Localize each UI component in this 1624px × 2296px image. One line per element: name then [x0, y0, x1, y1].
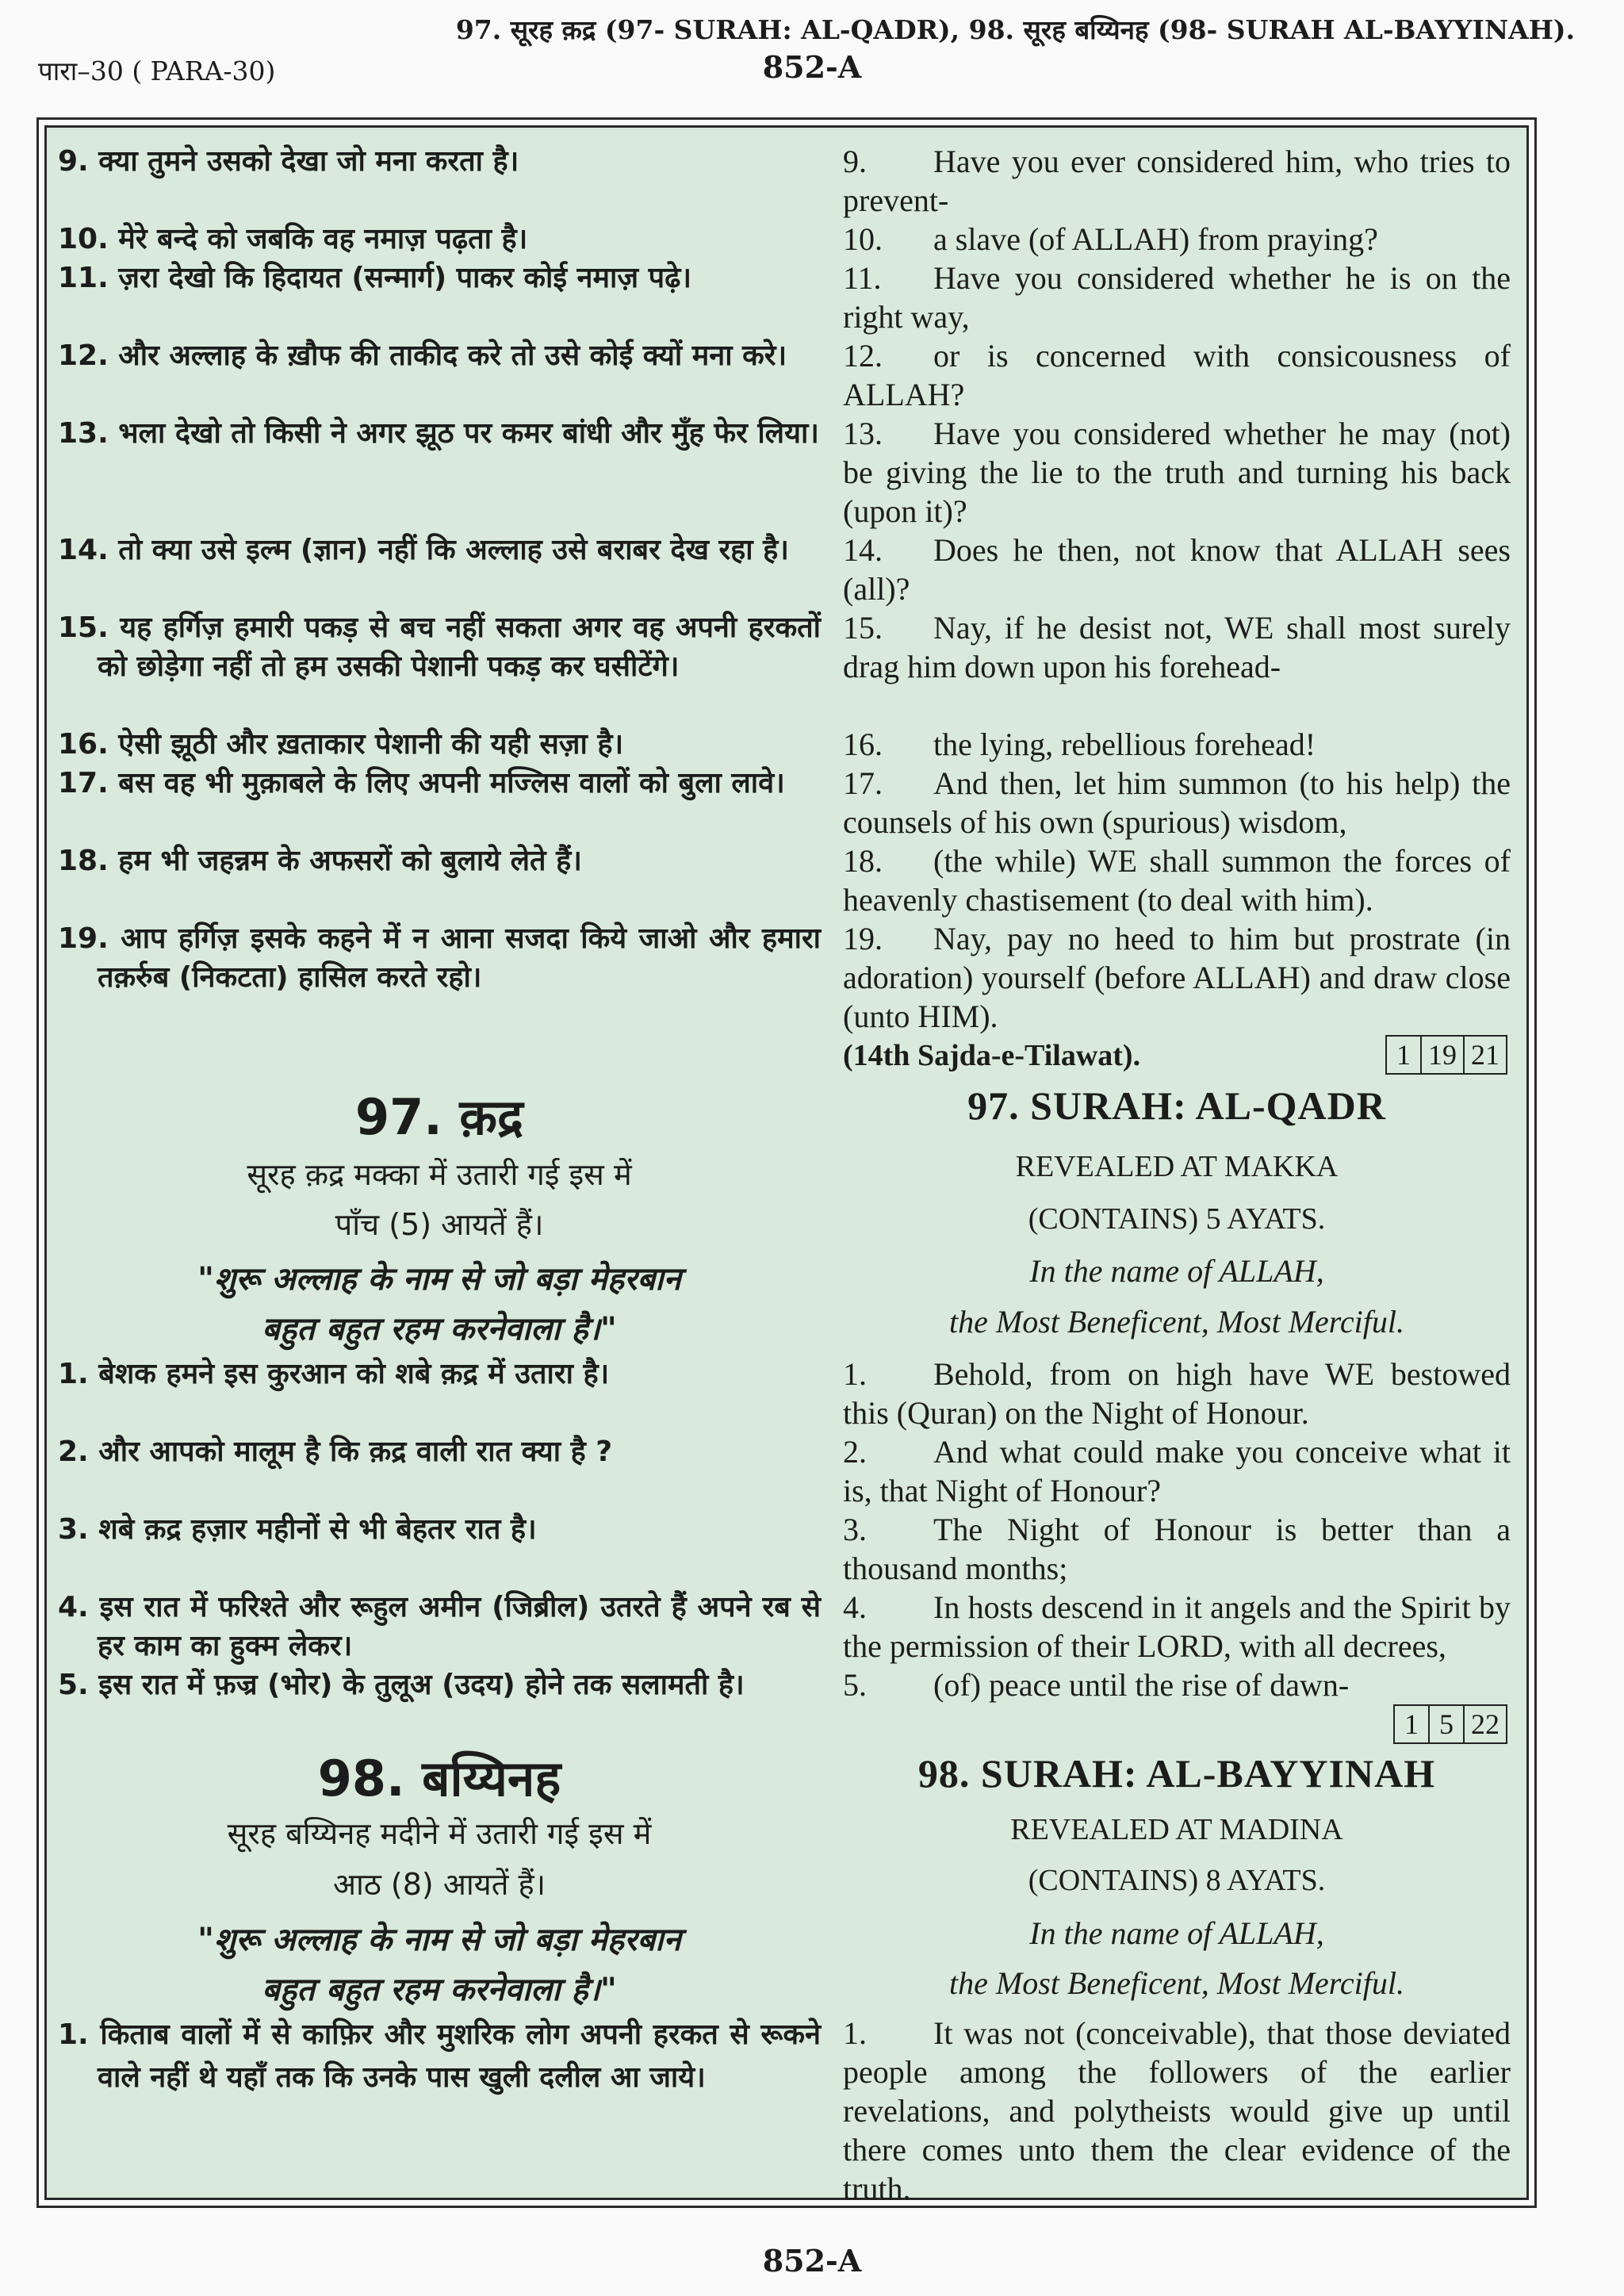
english-verse-19: [843, 919, 1511, 1036]
verse-number: 13.: [843, 416, 883, 451]
english-verse-9: [843, 142, 1511, 220]
running-head: 97. सूरह क़द्र (97- SURAH: AL-QADR), 98. सूरह बय्यिनह (98- SURAH AL-BAYYINAH).: [455, 14, 1575, 45]
english-bayyinah-verse-1: [843, 2014, 1511, 2208]
hindi-surah-97-intro-1: सूरह क़द्र मक्का में उतारी गई इस में: [247, 1157, 632, 1192]
page-number-bottom: 852-A: [762, 2243, 862, 2279]
verse-number: 4.: [843, 1589, 867, 1625]
ruku-cell: 22: [1463, 1706, 1506, 1742]
english-qadr-verse-3: [843, 1510, 1511, 1588]
hindi-surah-98-intro-1: सूरह बय्यिनह मदीने में उतारी गई इस में: [227, 1816, 652, 1851]
english-surah-97-revealed: REVEALED AT MAKKA: [1015, 1150, 1339, 1183]
english-verse-18: [843, 841, 1511, 919]
verse-text: Nay, if he desist not, WE shall most surely drag him down upon his forehead-: [843, 610, 1511, 684]
ruku-cell: 5: [1428, 1706, 1463, 1742]
verse-text: the lying, rebellious forehead!: [933, 726, 1316, 762]
para-label: पारा–30 ( PARA-30): [38, 56, 276, 86]
verse-number: 19.: [843, 921, 883, 956]
verse-text: or is concerned with consicousness of ALLAH?: [843, 338, 1511, 412]
verse-text: And what could make you conceive what it is, that Night of Honour?: [843, 1434, 1511, 1508]
hindi-verse-13: 13. भला देखो तो किसी ने अगर झूठ पर कमर बांधी और मुँह फेर लिया।: [58, 417, 819, 450]
sajda-note: (14th Sajda-e-Tilawat).: [843, 1039, 1141, 1072]
hindi-verse-9: 9. क्या तुमने उसको देखा जो मना करता है।: [58, 145, 519, 178]
hindi-surah-97-title: 97. क़द्र: [355, 1088, 523, 1146]
verse-text: (of) peace until the rise of dawn-: [933, 1667, 1350, 1703]
hindi-qadr-verse-5: 5. इस रात में फ़ज्र (भोर) के तुलूअ (उदय) होने तक सलामती है।: [58, 1669, 745, 1701]
hindi-qadr-verse-4: 4. इस रात में फरिश्ते और रूहुल अमीन (जिब्रील) उतरते हैं अपने रब से हर काम का हुक्म लेकर।: [58, 1591, 821, 1662]
english-surah-98-revealed: REVEALED AT MADINA: [1010, 1813, 1343, 1846]
english-verse-12: [843, 336, 1511, 414]
english-surah-97-title: 97. SURAH: AL-QADR: [967, 1083, 1386, 1128]
english-qadr-verse-4: [843, 1588, 1511, 1665]
verse-number: 3.: [843, 1512, 867, 1547]
hindi-surah-97-intro-2: पाँच (5) आयतें हैं।: [335, 1207, 544, 1242]
verse-number: 17.: [843, 765, 883, 801]
english-surah-98-title: 98. SURAH: AL-BAYYINAH: [917, 1751, 1436, 1796]
ruku-cell: 1: [1404, 1708, 1419, 1740]
verse-number: 1.: [843, 1356, 867, 1392]
hindi-qadr-verse-1: 1. बेशक हमने इस कुरआन को शबे क़द्र में उतारा है।: [58, 1358, 610, 1390]
english-qadr-verse-5: [843, 1665, 1511, 1704]
hindi-bismillah-97-line-1: "शुरू अल्लाह के नाम से जो बड़ा मेहरबान: [197, 1261, 681, 1297]
english-verse-16: [843, 725, 1511, 764]
hindi-bismillah-97-line-2: बहुत बहुत रहम करनेवाला है।": [262, 1311, 617, 1347]
english-bismillah-97-line-2: the Most Beneficent, Most Merciful.: [949, 1304, 1404, 1340]
verse-text: Have you ever considered him, who tries to prevent-: [843, 144, 1511, 218]
hindi-verse-11: 11. ज़रा देखो कि हिदायत (सन्मार्ग) पाकर कोई नमाज़ पढ़े।: [58, 262, 691, 294]
verse-text: a slave (of ALLAH) from praying?: [933, 221, 1378, 257]
page-number-top: 852-A: [762, 49, 862, 85]
english-verse-14: [843, 531, 1511, 608]
ruku-marker-1: [1385, 1035, 1507, 1075]
hindi-verse-18: 18. हम भी जहन्नम के अफसरों को बुलाये लेते हैं।: [58, 845, 582, 877]
hindi-verse-12: 12. और अल्लाह के ख़ौफ की ताकीद करे तो उसे कोई क्यों मना करे।: [58, 339, 787, 372]
page-frame: [36, 117, 1537, 2208]
ruku-marker-2: [1393, 1704, 1507, 1744]
verse-number: 12.: [843, 338, 883, 374]
verse-text: (the while) WE shall summon the forces of heavenly chastisement (to deal with him).: [843, 843, 1511, 918]
hindi-surah-98-title: 98. बय्यिनह: [317, 1750, 561, 1807]
english-verse-15: [843, 608, 1511, 686]
hindi-verse-16: 16. ऐसी झूठी और ख़ताकार पेशानी की यही सज़ा है।: [58, 728, 624, 761]
verse-number: 15.: [843, 610, 883, 646]
english-qadr-verse-2: [843, 1432, 1511, 1510]
hindi-qadr-verse-2: 2. और आपको मालूम है कि क़द्र वाली रात क्या है ?: [58, 1435, 613, 1468]
verse-text: The Night of Honour is better than a thousand months;: [843, 1512, 1511, 1586]
english-surah-98-ayat-count: (CONTAINS) 8 AYATS.: [1028, 1864, 1326, 1897]
hindi-verse-19: 19. आप हर्गिज़ इसके कहने में न आना सजदा किये जाओ और हमारा तक़र्रुब (निकटता) हासिल करते रहो।: [58, 922, 821, 994]
verse-number: 18.: [843, 843, 883, 879]
english-verse-10: [843, 220, 1511, 259]
english-surah-97-ayat-count: (CONTAINS) 5 AYATS.: [1028, 1202, 1326, 1236]
verse-text: Nay, pay no heed to him but prostrate (in adoration) yourself (before ALLAH) and draw close (unto HIM).: [843, 921, 1511, 1034]
verse-number: 16.: [843, 726, 883, 762]
verse-number: 2.: [843, 1434, 867, 1470]
hindi-verse-10: 10. मेरे बन्दे को जबकि वह नमाज़ पढ़ता है।: [58, 223, 528, 255]
english-verse-11: [843, 259, 1511, 336]
english-bismillah-98-line-2: the Most Beneficent, Most Merciful.: [949, 1965, 1404, 2001]
ruku-cell: 21: [1463, 1037, 1506, 1073]
english-bismillah-97-line-1: In the name of ALLAH,: [1029, 1253, 1324, 1289]
hindi-bismillah-98-line-2: बहुत बहुत रहम करनेवाला है।": [262, 1972, 617, 2008]
verse-number: 10.: [843, 221, 883, 257]
verse-number: 9.: [843, 144, 867, 179]
english-verse-17: [843, 764, 1511, 841]
verse-number: 5.: [843, 1667, 867, 1703]
ruku-cell: 1: [1396, 1039, 1411, 1071]
verse-number: 11.: [843, 260, 882, 296]
ruku-cell: 19: [1420, 1037, 1463, 1073]
hindi-verse-15: 15. यह हर्गिज़ हमारी पकड़ से बच नहीं सकता अगर वह अपनी हरकतों को छोड़ेगा नहीं तो हम उसकी पेशानी पकड़ कर घसीटेंगे।: [58, 611, 821, 683]
verse-text: It was not (conceivable), that those deviated people among the followers of the earlier revelations, and polytheists would give up until there comes unto them the clear evidence of the truth.: [843, 2015, 1511, 2206]
hindi-verse-14: 14. तो क्या उसे इल्म (ज्ञान) नहीं कि अल्लाह उसे बराबर देख रहा है।: [58, 534, 789, 566]
verse-number: 14.: [843, 532, 883, 568]
verse-text: And then, let him summon (to his help) the counsels of his own (spurious) wisdom,: [843, 765, 1511, 840]
verse-text: Does he then, not know that ALLAH sees (all)?: [843, 532, 1511, 607]
verse-text: Have you considered whether he may (not) be giving the lie to the truth and turning his back (upon it)?: [843, 416, 1511, 529]
hindi-bismillah-98-line-1: "शुरू अल्लाह के नाम से जो बड़ा मेहरबान: [197, 1922, 681, 1958]
verse-text: In hosts descend in it angels and the Spirit by the permission of their LORD, with all decrees,: [843, 1589, 1511, 1664]
verse-text: Behold, from on high have WE bestowed this (Quran) on the Night of Honour.: [843, 1356, 1511, 1431]
english-qadr-verse-1: [843, 1355, 1511, 1432]
verse-number: 1.: [843, 2015, 867, 2051]
hindi-qadr-verse-3: 3. शबे क़द्र हज़ार महीनों से भी बेहतर रात है।: [58, 1513, 537, 1546]
hindi-surah-98-intro-2: आठ (8) आयतें हैं।: [332, 1867, 546, 1902]
content-panel: [44, 125, 1529, 2206]
english-bismillah-98-line-1: In the name of ALLAH,: [1029, 1915, 1324, 1951]
english-verse-13: [843, 414, 1511, 531]
verse-text: Have you considered whether he is on the right way,: [843, 260, 1511, 335]
hindi-bayyinah-verse-1: 1. किताब वालों में से काफ़िर और मुशरिक लोग अपनी हरकत से रूकने वाले नहीं थे यहाँ तक कि उनके पास खुली दलील आ जाये।: [58, 2018, 821, 2094]
hindi-verse-17: 17. बस वह भी मुक़ाबले के लिए अपनी मज्लिस वालों को बुला लावे।: [58, 767, 785, 799]
